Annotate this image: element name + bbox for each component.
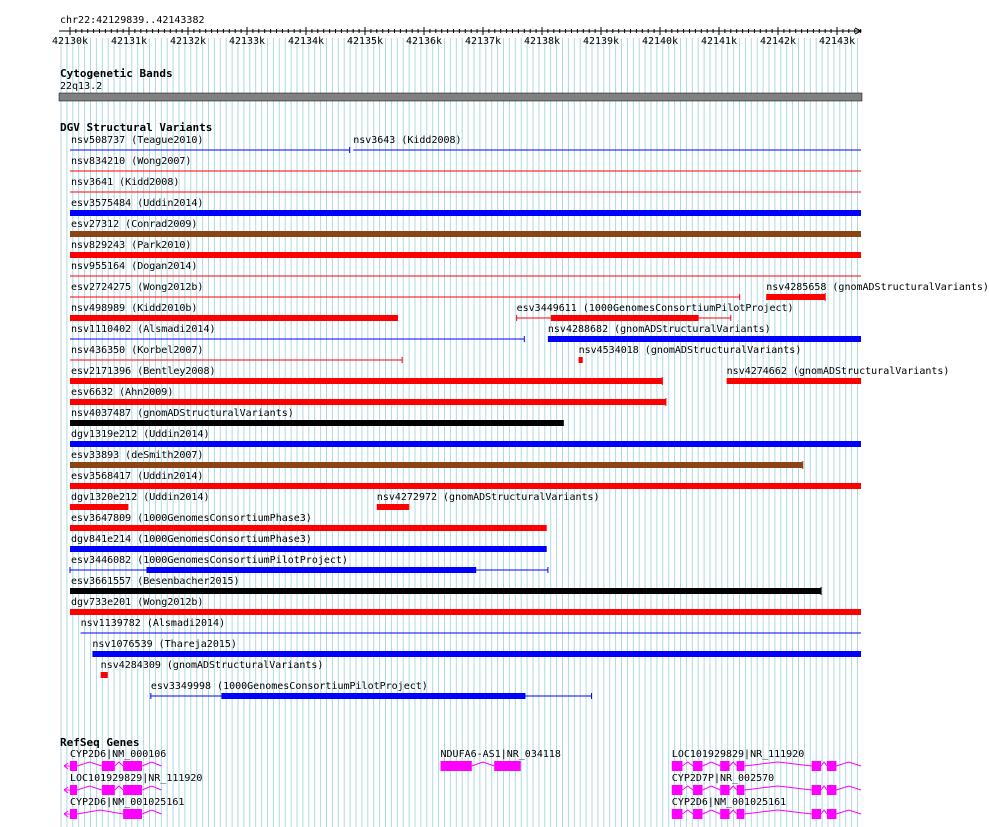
dgv-variant-label[interactable]: nsv436350 (Korbel2007) <box>71 345 204 356</box>
dgv-variant-label[interactable]: nsv4285658 (gnomADStructuralVariants) <box>766 282 989 293</box>
dgv-variant-bar <box>70 441 861 447</box>
dgv-variant-bar <box>146 567 476 573</box>
dgv-variant-label[interactable]: dgv733e201 (Wong2012b) <box>71 597 204 608</box>
dgv-variant-bar <box>70 525 547 531</box>
dgv-variant-label[interactable]: nsv955164 (Dogan2014) <box>71 261 198 272</box>
gene-intron <box>115 786 123 790</box>
dgv-variant-label[interactable]: nsv829243 (Park2010) <box>71 240 192 251</box>
dgv-variant-label[interactable]: esv3647809 (1000GenomesConsortiumPhase3) <box>71 513 312 524</box>
dgv-variant-label[interactable]: dgv1320e212 (Uddin2014) <box>71 492 210 503</box>
dgv-variant-label[interactable]: esv2724275 (Wong2012b) <box>71 282 204 293</box>
gene-exon <box>827 761 836 771</box>
dgv-variant-bar <box>70 315 398 321</box>
dgv-variant-label[interactable]: nsv498989 (Kidd2010b) <box>71 303 198 314</box>
gene-intron <box>702 810 720 814</box>
gene-exon <box>827 809 836 819</box>
dgv-variant-label[interactable]: esv3449611 (1000GenomesConsortiumPilotProject) <box>516 303 794 314</box>
ruler-tick-label: 42130k <box>51 36 89 47</box>
cytoband-track-title: Cytogenetic Bands <box>60 67 173 80</box>
gene-exon <box>70 761 77 771</box>
dgv-variant-label[interactable]: nsv4284309 (gnomADStructuralVariants) <box>100 660 324 671</box>
gene-exon <box>70 785 77 795</box>
dgv-variant-bar <box>727 378 861 384</box>
dgv-variant-bar <box>221 693 525 699</box>
gene-exon <box>672 809 683 819</box>
gene-exon <box>720 809 729 819</box>
dgv-variant-label[interactable]: nsv4534018 (gnomADStructuralVariants) <box>578 345 802 356</box>
dgv-variant-bar <box>70 378 662 384</box>
gene-intron <box>77 786 102 790</box>
dgv-variant-bar <box>70 504 128 510</box>
dgv-variant-label[interactable]: esv3575484 (Uddin2014) <box>71 198 204 209</box>
dgv-track-title: DGV Structural Variants <box>60 121 213 134</box>
refseq-gene-label[interactable]: NDUFA6-AS1|NR_034118 <box>440 749 561 760</box>
gene-intron <box>142 762 161 766</box>
dgv-variant-label[interactable]: esv3446082 (1000GenomesConsortiumPilotProject) <box>71 555 348 566</box>
gene-intron <box>702 786 720 790</box>
gene-exon <box>693 785 702 795</box>
dgv-variant-label[interactable]: nsv3643 (Kidd2008) <box>353 135 462 146</box>
dgv-variant-label[interactable]: esv27312 (Conrad2009) <box>71 219 198 230</box>
gene-exon <box>812 761 821 771</box>
ruler-tick-label: 42139k <box>582 36 620 47</box>
dgv-variant-bar <box>766 294 825 300</box>
gene-intron <box>702 762 720 766</box>
gene-exon <box>720 785 729 795</box>
dgv-variant-label[interactable]: nsv834210 (Wong2007) <box>71 156 192 167</box>
refseq-gene-label[interactable]: CYP2D6|NM_001025161 <box>70 797 185 808</box>
gene-intron <box>77 810 123 814</box>
dgv-variant-label[interactable]: esv2171396 (Bentley2008) <box>71 366 216 377</box>
gene-exon <box>672 785 683 795</box>
gene-exon <box>693 809 702 819</box>
dgv-variant-label[interactable]: nsv508737 (Teague2010) <box>71 135 204 146</box>
gene-exon <box>102 761 115 771</box>
gene-exon <box>494 761 521 771</box>
gene-intron <box>77 762 102 766</box>
gene-intron <box>472 762 494 766</box>
gene-exon <box>123 785 142 795</box>
dgv-variant-label[interactable]: esv3349998 (1000GenomesConsortiumPilotProject) <box>150 681 428 692</box>
dgv-variant-label[interactable]: nsv1139782 (Alsmadi2014) <box>80 618 226 629</box>
dgv-variant-label[interactable]: nsv4274662 (gnomADStructuralVariants) <box>726 366 950 377</box>
gene-exon <box>737 761 745 771</box>
ruler-tick-label: 42134k <box>287 36 325 47</box>
dgv-variant-label[interactable]: dgv1319e212 (Uddin2014) <box>71 429 210 440</box>
dgv-variant-label[interactable]: nsv4288682 (gnomADStructuralVariants) <box>547 324 771 335</box>
dgv-variant-bar <box>548 336 861 342</box>
gene-exon <box>812 809 821 819</box>
gene-intron <box>744 762 811 766</box>
gene-exon <box>102 785 115 795</box>
gene-exon <box>693 761 702 771</box>
dgv-variant-label[interactable]: nsv1110402 (Alsmadi2014) <box>71 324 216 335</box>
gene-intron <box>744 786 811 790</box>
gene-exon <box>70 809 77 819</box>
gene-intron <box>682 810 693 814</box>
dgv-variant-label[interactable]: nsv4037487 (gnomADStructuralVariants) <box>71 408 294 419</box>
dgv-variant-label[interactable]: esv3568417 (Uddin2014) <box>71 471 204 482</box>
dgv-variant-bar <box>70 483 861 489</box>
ruler-tick-label: 42143k <box>818 36 856 47</box>
dgv-variant-bar <box>551 315 699 321</box>
dgv-variant-bar <box>70 252 861 258</box>
gene-intron <box>744 810 811 814</box>
dgv-variant-label[interactable]: nsv3641 (Kidd2008) <box>71 177 180 188</box>
gene-intron <box>142 810 161 814</box>
refseq-track-title: RefSeq Genes <box>60 736 140 749</box>
region-label: chr22:42129839..42143382 <box>60 15 205 26</box>
ruler-tick-label: 42138k <box>523 36 561 47</box>
gene-exon <box>441 761 472 771</box>
dgv-variant-label[interactable]: nsv4272972 (gnomADStructuralVariants) <box>376 492 600 503</box>
dgv-variant-label[interactable]: esv33893 (deSmith2007) <box>71 450 204 461</box>
refseq-gene-label[interactable]: CYP2D6|NM_001025161 <box>671 797 787 808</box>
gene-exon <box>123 809 142 819</box>
ruler-tick-label: 42141k <box>700 36 738 47</box>
ruler-tick-label: 42136k <box>405 36 443 47</box>
gene-exon <box>720 761 729 771</box>
gene-exon <box>672 761 683 771</box>
dgv-variant-bar <box>70 210 861 216</box>
gene-intron <box>682 762 693 766</box>
gene-exon <box>737 809 745 819</box>
gene-intron <box>142 786 161 790</box>
gene-exon <box>123 761 142 771</box>
gene-exon <box>812 785 821 795</box>
refseq-gene-label[interactable]: CYP2D6|NM_000106 <box>70 749 167 760</box>
dgv-variant-bar <box>101 672 108 678</box>
dgv-variant-label[interactable]: esv3661557 (Besenbacher2015) <box>71 576 240 587</box>
refseq-gene-label[interactable]: LOC101929829|NR_111920 <box>671 749 805 760</box>
dgv-variant-bar <box>70 462 803 468</box>
refseq-gene-label[interactable]: LOC101929829|NR_111920 <box>70 773 203 784</box>
dgv-variant-bar <box>92 651 861 657</box>
dgv-variant-label[interactable]: nsv1076539 (Thareja2015) <box>92 639 237 650</box>
dgv-variant-bar <box>377 504 409 510</box>
ruler-tick-label: 42132k <box>169 36 207 47</box>
dgv-variant-bar <box>70 546 547 552</box>
dgv-variant-bar <box>579 357 583 363</box>
dgv-variant-bar <box>70 588 821 594</box>
gene-exon <box>737 785 745 795</box>
ruler-tick-label: 42135k <box>346 36 384 47</box>
dgv-variant-bar <box>70 399 666 405</box>
ruler-tick-label: 42131k <box>110 36 148 47</box>
dgv-variant-bar <box>70 231 861 237</box>
refseq-gene-label[interactable]: CYP2D7P|NR_002570 <box>671 773 775 784</box>
dgv-variant-bar <box>70 609 861 615</box>
gene-exon <box>827 785 836 795</box>
gene-intron <box>115 762 123 766</box>
cytoband-label: 22q13.2 <box>60 81 103 92</box>
dgv-variant-bar <box>70 420 564 426</box>
ruler-tick-label: 42137k <box>464 36 502 47</box>
ruler-tick-label: 42133k <box>228 36 266 47</box>
gene-intron <box>682 786 693 790</box>
ruler-tick-label: 42140k <box>641 36 679 47</box>
dgv-variant-label[interactable]: esv6632 (Ahn2009) <box>71 387 174 398</box>
dgv-variant-label[interactable]: dgv841e214 (1000GenomesConsortiumPhase3) <box>71 534 312 545</box>
ruler-tick-label: 42142k <box>759 36 797 47</box>
cytoband-bar <box>59 93 862 101</box>
